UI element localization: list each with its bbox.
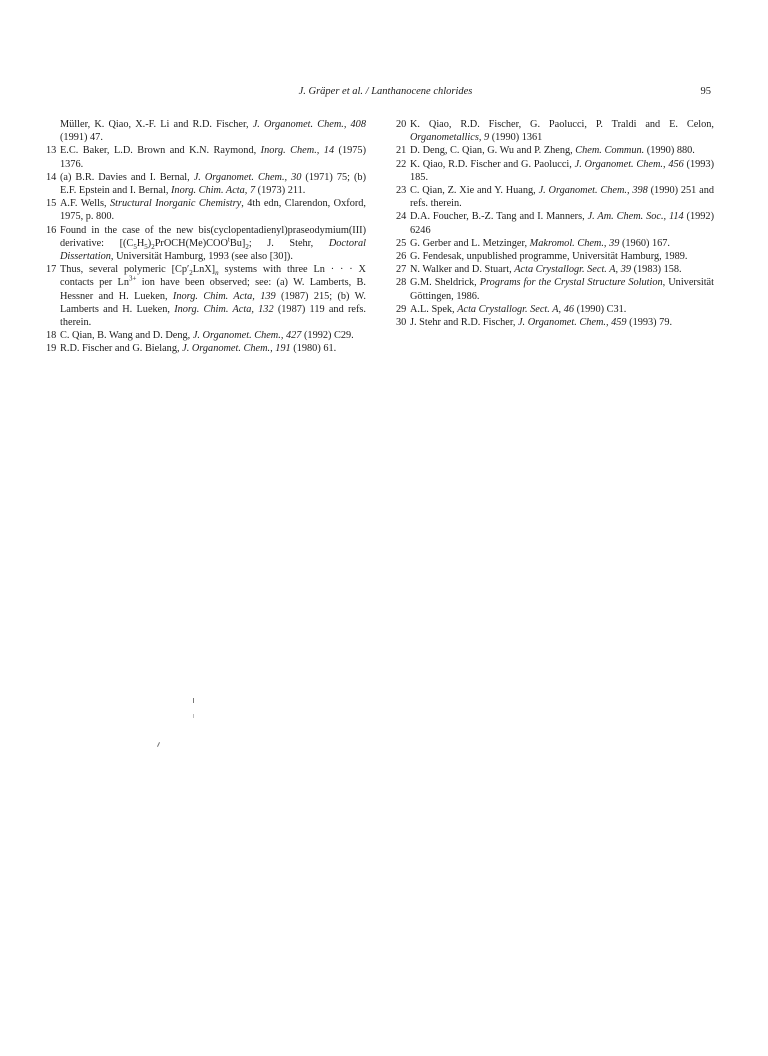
reference-text: Müller, K. Qiao, X.-F. Li and R.D. Fischer, J. Organomet. Chem., 408 (1991) 47. [60,119,366,144]
reference-entry [46,224,366,264]
reference-text: G. Gerber and L. Metzinger, Makromol. Chem., 39 (1960) 167. [410,237,671,249]
running-title: J. Gräper et al. / Lanthanocene chlorides [298,86,473,97]
reference-text: Thus, several polymeric $[Cp'_2LnX]_n$ systems with three Ln · · · X contacts per $Ln^{3+}$ ion have been observed; see: (a) W. Lamberts, B. Hessner and H. Lueken, Inorg. Chim. Acta, 139 (1987) 215; (b) W. Lamberts and H. Lueken, Inorg. Chim. Acta, 132 (1987) 119 and refs. therein. [60,264,366,329]
reference-number: 15 [46,198,57,210]
references-right-column [396,118,714,329]
reference-number: 24 [396,211,407,223]
scan-mark [193,714,194,718]
reference-number: 29 [396,303,407,315]
reference-entry [396,303,714,316]
reference-number: 18 [46,330,57,342]
reference-entry [46,144,366,170]
reference-entry [46,329,366,342]
reference-text: D.A. Foucher, B.-Z. Tang and I. Manners, J. Am. Chem. Soc., 114 (1992) 6246 [410,211,715,236]
page-number: 95 [700,86,711,97]
reference-entry [396,237,714,250]
reference-entry [46,197,366,223]
reference-entry [396,250,714,263]
reference-text: J. Stehr and R.D. Fischer, J. Organomet. Chem., 459 (1993) 79. [410,317,673,329]
reference-text: Found in the case of the new bis(cyclopentadienyl)praseodymium(III) derivative: $[(C_5H_5)_2PrOCH(Me)COO^tBu]_2$; J. Stehr, Doctoral Dissertation, Universität Hamburg, 1993 (see also [30]). [60,224,366,263]
scan-mark [157,742,160,747]
reference-number: 28 [396,277,407,289]
reference-number: 25 [396,237,407,249]
reference-entry [46,171,366,197]
reference-number: 19 [46,343,57,355]
reference-entry [396,316,714,329]
reference-text: D. Deng, C. Qian, G. Wu and P. Zheng, Chem. Commun. (1990) 880. [410,145,695,157]
reference-number: 30 [396,317,407,329]
reference-entry [396,184,714,210]
reference-number: 13 [46,145,57,157]
reference-number: 27 [396,264,407,276]
reference-entry [396,118,714,144]
reference-number: 21 [396,145,407,157]
reference-entry [46,263,366,329]
reference-entry [46,342,366,355]
reference-number: 23 [396,185,407,197]
reference-text: (a) B.R. Davies and I. Bernal, J. Organomet. Chem., 30 (1971) 75; (b) E.F. Epstein and I. Bernal, Inorg. Chim. Acta, 7 (1973) 211. [60,171,367,197]
reference-text: C. Qian, B. Wang and D. Deng, J. Organomet. Chem., 427 (1992) C29. [60,330,354,342]
reference-text: K. Qiao, R.D. Fischer, G. Paolucci, P. Traldi and E. Celon, Organometallics, 9 (1990) 1361 [410,119,714,144]
reference-number: 22 [396,158,407,170]
reference-entry [396,158,714,184]
reference-entry [396,263,714,276]
reference-number: 16 [46,224,57,236]
references-left-column [46,118,366,356]
reference-number: 26 [396,251,407,263]
reference-number: 20 [396,119,407,130]
reference-text: A.L. Spek, Acta Crystallogr. Sect. A, 46 (1990) C31. [410,303,627,315]
reference-text: N. Walker and D. Stuart, Acta Crystallogr. Sect. A, 39 (1983) 158. [410,264,682,276]
reference-entry [396,210,714,236]
reference-text: K. Qiao, R.D. Fischer and G. Paolucci, J. Organomet. Chem., 456 (1993) 185. [410,158,714,183]
running-header [60,86,711,102]
reference-number: 17 [46,264,57,276]
reference-text: E.C. Baker, L.D. Brown and K.N. Raymond, Inorg. Chem., 14 (1975) 1376. [60,145,366,170]
reference-text: R.D. Fischer and G. Bielang, J. Organomet. Chem., 191 (1980) 61. [60,343,337,355]
scan-mark [193,698,194,703]
reference-entry [46,118,366,144]
reference-text: C. Qian, Z. Xie and Y. Huang, J. Organomet. Chem., 398 (1990) 251 and refs. therein. [410,185,714,210]
reference-number: 14 [46,171,57,183]
reference-entry [396,144,714,157]
reference-text: G.M. Sheldrick, Programs for the Crystal Structure Solution, Universität Göttingen, 1986. [410,277,714,302]
reference-text: A.F. Wells, Structural Inorganic Chemistry, 4th edn, Clarendon, Oxford, 1975, p. 800. [60,198,366,223]
reference-text: G. Fendesak, unpublished programme, Universität Hamburg, 1989. [410,251,688,263]
reference-entry [396,276,714,302]
